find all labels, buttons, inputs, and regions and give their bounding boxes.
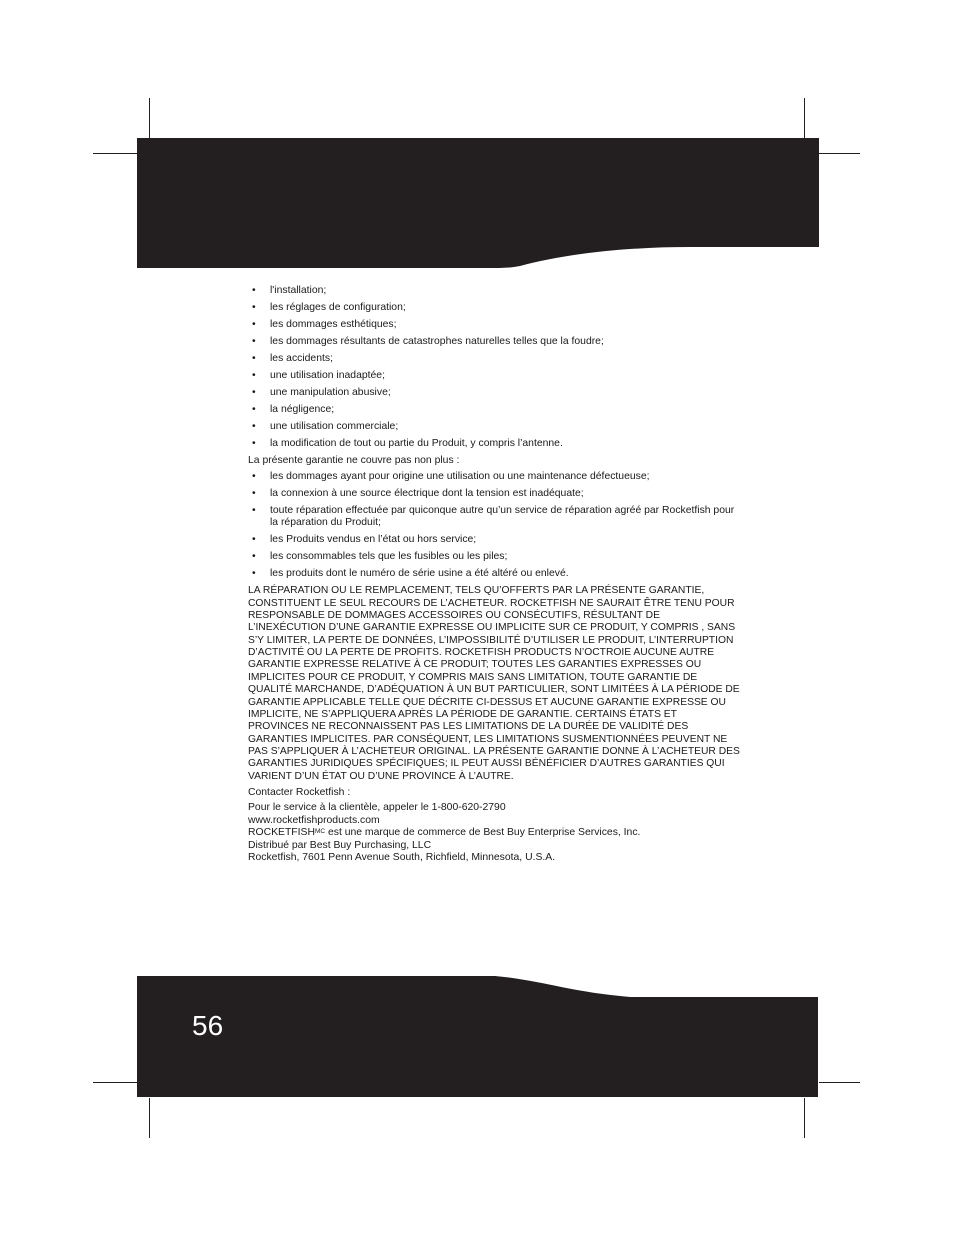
list-item: • une manipulation abusive; — [248, 387, 740, 399]
distributor-line: Distribué par Best Buy Purchasing, LLC — [248, 839, 432, 851]
list-item: • l'installation; — [248, 285, 740, 297]
warranty-content — [248, 285, 740, 864]
list-item: • la négligence; — [248, 404, 740, 416]
list-item: • les dommages ayant pour origine une utilisation ou une maintenance défectueuse; — [248, 471, 740, 483]
contact-block — [248, 787, 740, 864]
list-item: • les dommages résultants de catastrophes naturelles telles que la foudre; — [248, 336, 740, 348]
list-item: • une utilisation commerciale; — [248, 421, 740, 433]
list-item: • les consommables tels que les fusibles ou les piles; — [248, 551, 740, 563]
list-item: • les accidents; — [248, 353, 740, 365]
contact-phone: Pour le service à la clientèle, appeler le 1-800-620-2790 — [248, 802, 506, 814]
additional-exclusions-list — [248, 471, 740, 581]
page-number: 56 — [192, 1010, 224, 1041]
trademark-line — [248, 827, 740, 839]
exclusions-list — [248, 285, 740, 450]
list-item: • les produits dont le numéro de série usine a été altéré ou enlevé. — [248, 568, 740, 580]
exclusions-intro: La présente garantie ne couvre pas non plus : — [248, 455, 460, 466]
legal-disclaimer: LA RÉPARATION OU LE REMPLACEMENT, TELS QU’OFFERTS PAR LA PRÉSENTE GARANTIE, CONSTITUENT LE SEUL RECOURS DE L’ACHETEUR. ROCKETFISH NE SAURAIT ÊTRE TENU POUR RESPONSABLE DE DOMMAGES ACCESSOIRES OU CONSÉCUTIFS, RÉSULTANT DE L’INEXÉCUTION D’UNE GARANTIE EXPRESSE OU IMPLICITE SUR CE PRODUIT, Y COMPRIS , SANS S’Y LIMITER, LA PERTE DE DONNÉES, L’IMPOSSIBILITÉ D’UTILISER LE PRODUIT, L’INTERRUPTION D’ACTIVITÉ OU LA PERTE DE PROFITS. ROCKETFISH PRODUCTS N’OCTROIE AUCUNE AUTRE GARANTIE EXPRESSE RELATIVE À CE PRODUIT; TOUTES LES GARANTIES EXPRESSES OU IMPLICITES POUR CE PRODUIT, Y COMPRIS MAIS SANS LIMITATION, TOUTE GARANTIE DE QUALITÉ MARCHANDE, D’ADÉQUATION À UN BUT PARTICULIER, SONT LIMITÉES À LA PÉRIODE DE GARANTIE APPLICABLE TELLE QUE DÉCRITE CI-DESSUS ET AUCUNE GARANTIE EXPRESSE OU IMPLICITE, NE S’APPLIQUERA APRÈS LA PÉRIODE DE GARANTIE. CERTAINS ÉTATS ET PROVINCES NE RECONNAISSENT PAS LES LIMITATIONS DE LA DURÉE DE VALIDITÉ DES GARANTIES IMPLICITES. PAR CONSÉQUENT, LES LIMITATIONS SUSMENTIONNÉES PEUVENT NE PAS S’APPLIQUER À L’ACHETEUR ORIGINAL. LA PRÉSENTE GARANTIE DONNE À L’ACHETEUR DES GARANTIES JURIDIQUES SPÉCIFIQUES; IL PEUT AUSSI BÉNÉFICIER D’AUTRES GARANTIES QUI VARIENT D’UN ÉTAT OU D’UNE PROVINCE À L’AUTRE. — [248, 585, 740, 782]
trademark-mark: MC — [314, 828, 326, 836]
contact-heading: Contacter Rocketfish : — [248, 786, 351, 798]
list-item: • les Produits vendus en l’état ou hors service; — [248, 534, 740, 546]
list-item: • la modification de tout ou partie du Produit, y compris l’antenne. — [248, 438, 740, 450]
list-item: • les dommages esthétiques; — [248, 319, 740, 331]
contact-website: www.rocketfishproducts.com — [248, 814, 380, 826]
address-line: Rocketfish, 7601 Penn Avenue South, Richfield, Minnesota, U.S.A. — [248, 851, 556, 863]
brand-name: ROCKETFISH — [248, 827, 315, 839]
list-item: • toute réparation effectuée par quiconque autre qu’un service de réparation agréé par Rocketfish pour la réparation du Produit; — [248, 505, 740, 530]
trademark-text: est une marque de commerce de Best Buy Enterprise Services, Inc. — [325, 827, 641, 839]
list-item: • les réglages de configuration; — [248, 302, 740, 314]
list-item: • la connexion à une source électrique dont la tension est inadéquate; — [248, 488, 740, 500]
list-item: • une utilisation inadaptée; — [248, 370, 740, 382]
